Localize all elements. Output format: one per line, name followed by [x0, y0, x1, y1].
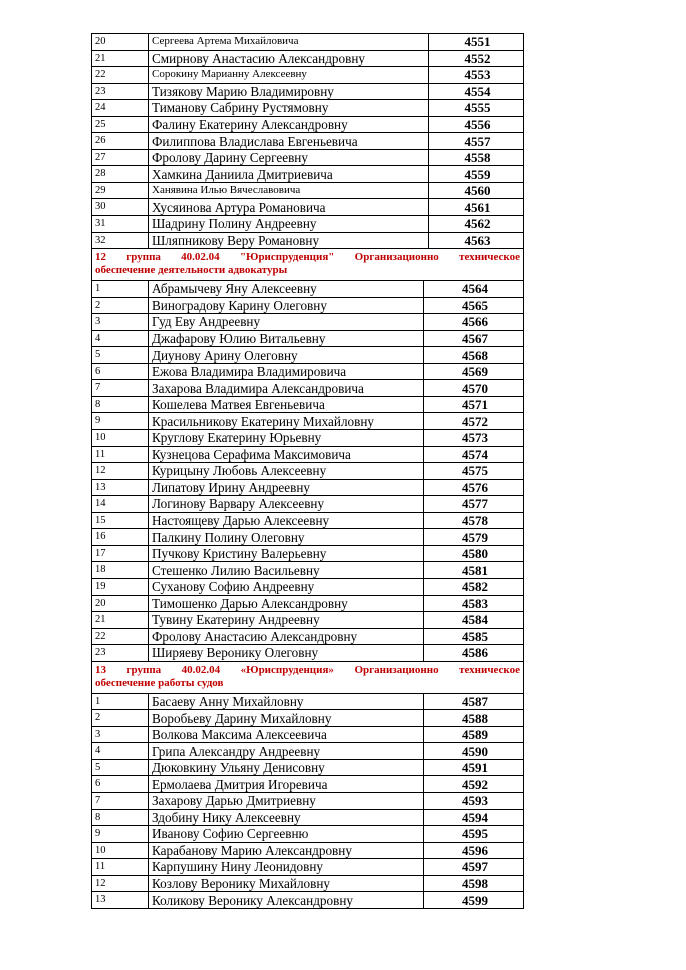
- registration-number: 4586: [424, 645, 524, 662]
- student-name: Сергеева Артема Михайловича: [149, 34, 429, 51]
- student-name: Карпушину Нину Леонидовну: [149, 859, 424, 876]
- registration-number: 4576: [424, 479, 524, 496]
- registration-number: 4593: [424, 792, 524, 809]
- student-name: Липатову Ирину Андреевну: [149, 479, 424, 496]
- student-name: Абрамычеву Яну Алексеевну: [149, 281, 424, 298]
- student-name: Логинову Варвару Алексеевну: [149, 496, 424, 513]
- row-number: 1: [92, 281, 149, 298]
- registration-number: 4569: [424, 363, 524, 380]
- group-13-heading-line1: 13 группа 40.02.04 «Юриспруденция» Организационно техническое: [95, 663, 520, 676]
- group-12-heading-line1: 12 группа 40.02.04 "Юриспруденция" Организационно техническое: [95, 251, 520, 264]
- registration-number: 4598: [424, 875, 524, 892]
- table-row: [92, 859, 524, 876]
- registration-number: 4575: [424, 463, 524, 480]
- student-name: Виноградову Карину Олеговну: [149, 297, 424, 314]
- registration-number: 4594: [424, 809, 524, 826]
- table-row: [92, 166, 524, 183]
- table-row: [92, 413, 524, 430]
- row-number: 12: [92, 463, 149, 480]
- row-number: 23: [92, 83, 149, 100]
- student-name: Суханову Софию Андреевну: [149, 578, 424, 595]
- table-row: [92, 578, 524, 595]
- row-number: 18: [92, 562, 149, 579]
- student-name: Красильникову Екатерину Михайловну: [149, 413, 424, 430]
- student-name: Захарова Владимира Александровича: [149, 380, 424, 397]
- student-name: Филиппова Владислава Евгеньевича: [149, 133, 429, 150]
- registration-number: 4580: [424, 545, 524, 562]
- table-row: [92, 463, 524, 480]
- registration-number: 4553: [429, 67, 524, 84]
- table-row: [92, 50, 524, 67]
- student-name: Кузнецова Серафима Максимовича: [149, 446, 424, 463]
- row-number: 23: [92, 645, 149, 662]
- student-name: Коликову Веронику Александровну: [149, 892, 424, 909]
- registration-number: 4564: [424, 281, 524, 298]
- registration-number: 4585: [424, 628, 524, 645]
- registration-number: 4551: [429, 34, 524, 51]
- registration-number: 4552: [429, 50, 524, 67]
- registration-number: 4590: [424, 743, 524, 760]
- student-name: Дюковкину Ульяну Денисовну: [149, 759, 424, 776]
- student-name: Фролову Дарину Сергеевну: [149, 149, 429, 166]
- registration-number: 4562: [429, 216, 524, 233]
- student-name: Пучкову Кристину Валерьевну: [149, 545, 424, 562]
- table-row: [92, 83, 524, 100]
- registration-number: 4574: [424, 446, 524, 463]
- registration-number: 4570: [424, 380, 524, 397]
- row-number: 3: [92, 726, 149, 743]
- row-number: 8: [92, 396, 149, 413]
- row-number: 32: [92, 232, 149, 249]
- table-row: [92, 100, 524, 117]
- table-row: [92, 892, 524, 909]
- row-number: 31: [92, 216, 149, 233]
- row-number: 8: [92, 809, 149, 826]
- student-name: Иванову Софию Сергеевню: [149, 826, 424, 843]
- row-number: 1: [92, 693, 149, 710]
- table-row: [92, 182, 524, 199]
- row-number: 27: [92, 149, 149, 166]
- table-row: [92, 216, 524, 233]
- row-number: 25: [92, 116, 149, 133]
- registration-number: 4563: [429, 232, 524, 249]
- student-name: Ширяеву Веронику Олеговну: [149, 645, 424, 662]
- row-number: 19: [92, 578, 149, 595]
- table-row: [92, 759, 524, 776]
- registration-number: 4566: [424, 314, 524, 331]
- registration-number: 4591: [424, 759, 524, 776]
- student-name: Курицыну Любовь Алексеевну: [149, 463, 424, 480]
- registration-number: 4567: [424, 330, 524, 347]
- table-row: [92, 380, 524, 397]
- student-name: Шляпникову Веру Романовну: [149, 232, 429, 249]
- registration-number: 4558: [429, 149, 524, 166]
- table-row: [92, 645, 524, 662]
- registration-number: 4595: [424, 826, 524, 843]
- row-number: 30: [92, 199, 149, 216]
- student-name: Круглову Екатерину Юрьевну: [149, 430, 424, 447]
- student-name: Захарову Дарью Дмитриевну: [149, 792, 424, 809]
- table-row: [92, 562, 524, 579]
- table-row: [92, 710, 524, 727]
- row-number: 21: [92, 612, 149, 629]
- student-name: Воробьеву Дарину Михайловну: [149, 710, 424, 727]
- registration-number: 4555: [429, 100, 524, 117]
- row-number: 5: [92, 347, 149, 364]
- student-name: Тизякову Марию Владимировну: [149, 83, 429, 100]
- table-row: [92, 446, 524, 463]
- registration-number: 4579: [424, 529, 524, 546]
- row-number: 10: [92, 430, 149, 447]
- row-number: 2: [92, 297, 149, 314]
- registration-number: 4556: [429, 116, 524, 133]
- registration-number: 4596: [424, 842, 524, 859]
- table-row: [92, 842, 524, 859]
- group-12-heading-line2: обеспечение деятельности адвокатуры: [95, 264, 288, 277]
- table-row: [92, 232, 524, 249]
- table-row: [92, 363, 524, 380]
- table-row: [92, 792, 524, 809]
- registration-number: 4560: [429, 182, 524, 199]
- row-number: 9: [92, 826, 149, 843]
- table-row: [92, 396, 524, 413]
- row-number: 14: [92, 496, 149, 513]
- table-row: [92, 612, 524, 629]
- group-12-rows: [92, 281, 524, 662]
- row-number: 6: [92, 363, 149, 380]
- table-row: [92, 776, 524, 793]
- table-row: [92, 628, 524, 645]
- row-number: 29: [92, 182, 149, 199]
- row-number: 10: [92, 842, 149, 859]
- table-row: [92, 529, 524, 546]
- row-number: 7: [92, 792, 149, 809]
- registration-number: 4582: [424, 578, 524, 595]
- registration-number: 4583: [424, 595, 524, 612]
- table-row: [92, 133, 524, 150]
- table-row: [92, 595, 524, 612]
- table-row: [92, 875, 524, 892]
- row-number: 7: [92, 380, 149, 397]
- row-number: 2: [92, 710, 149, 727]
- group-13-rows: [92, 693, 524, 908]
- student-name: Шадрину Полину Андреевну: [149, 216, 429, 233]
- row-number: 9: [92, 413, 149, 430]
- student-name: Сорокину Марианну Алексеевну: [149, 67, 429, 84]
- registration-number: 4572: [424, 413, 524, 430]
- registration-number: 4561: [429, 199, 524, 216]
- student-name: Здобину Нику Алексеевну: [149, 809, 424, 826]
- student-name: Смирнову Анастасию Александровну: [149, 50, 429, 67]
- row-number: 22: [92, 628, 149, 645]
- table-row: [92, 347, 524, 364]
- document-page: [91, 33, 524, 909]
- table-row: [92, 149, 524, 166]
- student-name: Настоящеву Дарью Алексеевну: [149, 512, 424, 529]
- table-row: [92, 116, 524, 133]
- student-name: Кошелева Матвея Евгеньевича: [149, 396, 424, 413]
- student-name: Волкова Максима Алексеевича: [149, 726, 424, 743]
- table-row: [92, 496, 524, 513]
- table-row: [92, 512, 524, 529]
- table-row: [92, 693, 524, 710]
- student-name: Тувину Екатерину Андреевну: [149, 612, 424, 629]
- table-row: [92, 826, 524, 843]
- group-13-table: [91, 693, 524, 909]
- student-name: Грипа Александру Андреевну: [149, 743, 424, 760]
- group-13-heading-line2: обеспечение работы судов: [95, 676, 224, 689]
- registration-number: 4554: [429, 83, 524, 100]
- row-number: 13: [92, 892, 149, 909]
- registration-number: 4584: [424, 612, 524, 629]
- student-name: Стешенко Лилию Васильевну: [149, 562, 424, 579]
- group-13-heading: [91, 662, 524, 693]
- registration-number: 4559: [429, 166, 524, 183]
- student-name: Фролову Анастасию Александровну: [149, 628, 424, 645]
- row-number: 5: [92, 759, 149, 776]
- table-row: [92, 199, 524, 216]
- row-number: 28: [92, 166, 149, 183]
- row-number: 20: [92, 595, 149, 612]
- row-number: 11: [92, 446, 149, 463]
- registration-number: 4597: [424, 859, 524, 876]
- registration-number: 4577: [424, 496, 524, 513]
- row-number: 26: [92, 133, 149, 150]
- table-row: [92, 726, 524, 743]
- student-name: Козлову Веронику Михайловну: [149, 875, 424, 892]
- student-name: Тиманову Сабрину Рустямовну: [149, 100, 429, 117]
- registration-number: 4571: [424, 396, 524, 413]
- table-row: [92, 67, 524, 84]
- row-number: 6: [92, 776, 149, 793]
- student-name: Тимошенко Дарью Александровну: [149, 595, 424, 612]
- group-12-heading: [91, 249, 524, 280]
- student-name: Карабанову Марию Александровну: [149, 842, 424, 859]
- registration-number: 4587: [424, 693, 524, 710]
- row-number: 20: [92, 34, 149, 51]
- group-12-table: [91, 280, 524, 662]
- registration-number: 4557: [429, 133, 524, 150]
- row-number: 16: [92, 529, 149, 546]
- student-name: Ханявина Илью Вячеславовича: [149, 182, 429, 199]
- student-name: Ежова Владимира Владимировича: [149, 363, 424, 380]
- row-number: 4: [92, 743, 149, 760]
- row-number: 21: [92, 50, 149, 67]
- table-row: [92, 545, 524, 562]
- student-name: Фалину Екатерину Александровну: [149, 116, 429, 133]
- student-name: Хусяинова Артура Романовича: [149, 199, 429, 216]
- table-row: [92, 281, 524, 298]
- table-row: [92, 297, 524, 314]
- registration-number: 4573: [424, 430, 524, 447]
- row-number: 17: [92, 545, 149, 562]
- student-name: Хамкина Даниила Дмитриевича: [149, 166, 429, 183]
- registration-number: 4588: [424, 710, 524, 727]
- registration-number: 4565: [424, 297, 524, 314]
- group-11-table: [91, 33, 524, 249]
- student-name: Диунову Арину Олеговну: [149, 347, 424, 364]
- registration-number: 4578: [424, 512, 524, 529]
- table-row: [92, 743, 524, 760]
- table-row: [92, 430, 524, 447]
- row-number: 13: [92, 479, 149, 496]
- row-number: 12: [92, 875, 149, 892]
- row-number: 24: [92, 100, 149, 117]
- table-row: [92, 34, 524, 51]
- table-row: [92, 330, 524, 347]
- student-name: Ермолаева Дмитрия Игоревича: [149, 776, 424, 793]
- registration-number: 4599: [424, 892, 524, 909]
- student-name: Басаеву Анну Михайловну: [149, 693, 424, 710]
- student-name: Гуд Еву Андреевну: [149, 314, 424, 331]
- row-number: 22: [92, 67, 149, 84]
- row-number: 15: [92, 512, 149, 529]
- row-number: 4: [92, 330, 149, 347]
- table-row: [92, 314, 524, 331]
- registration-number: 4589: [424, 726, 524, 743]
- registration-number: 4592: [424, 776, 524, 793]
- row-number: 11: [92, 859, 149, 876]
- table-row: [92, 809, 524, 826]
- row-number: 3: [92, 314, 149, 331]
- registration-number: 4568: [424, 347, 524, 364]
- student-name: Джафарову Юлию Витальевну: [149, 330, 424, 347]
- registration-number: 4581: [424, 562, 524, 579]
- table-row: [92, 479, 524, 496]
- student-name: Палкину Полину Олеговну: [149, 529, 424, 546]
- group-11-rows: [92, 34, 524, 249]
